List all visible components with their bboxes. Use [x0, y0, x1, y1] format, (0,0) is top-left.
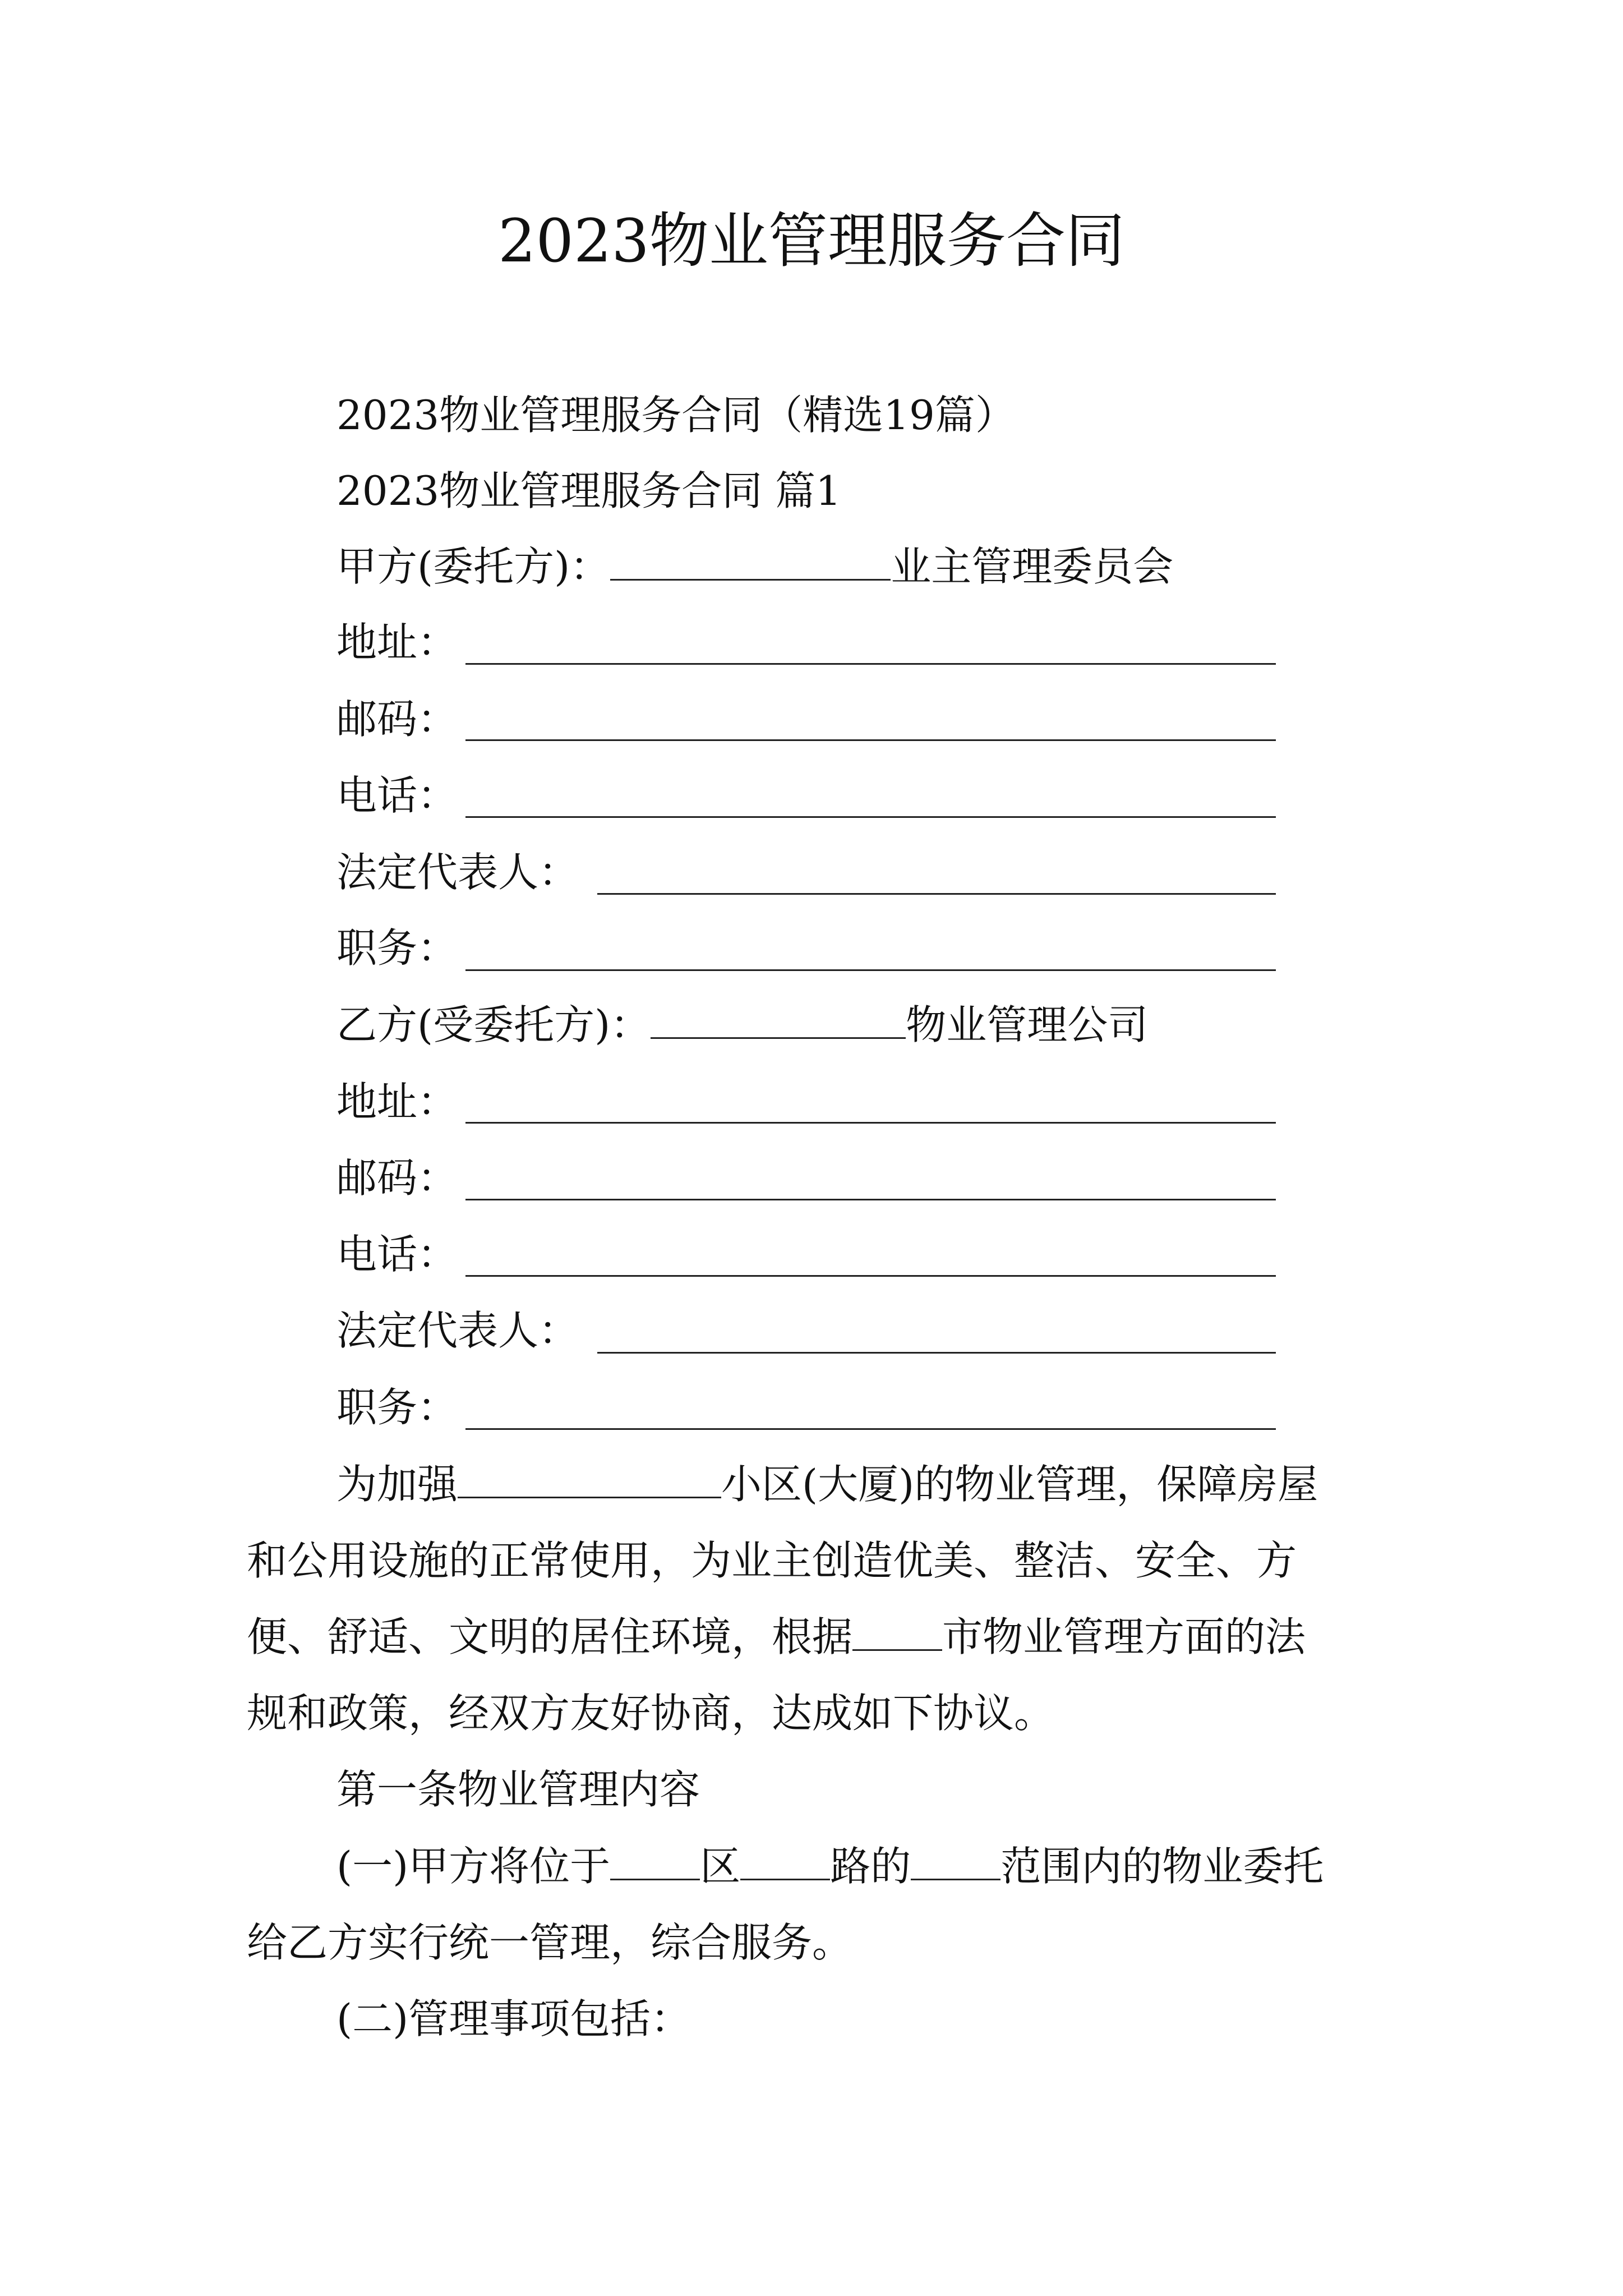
- party-a-suffix: 业主管理委员会: [891, 543, 1174, 590]
- district-blank: [610, 1845, 700, 1880]
- preamble-line-4: 规和政策，经双方友好协商，达成如下协议。: [247, 1690, 1055, 1737]
- party-a-phone-blank: [465, 816, 1276, 818]
- document-title: 2023物业管理服务合同: [498, 206, 1125, 275]
- party-a-line: [336, 539, 1173, 595]
- party-a-representative-blank: [597, 893, 1276, 895]
- preamble-line-2: 和公用设施的正常使用，为业主创造优美、整洁、安全、方: [247, 1537, 1297, 1584]
- item-1-text-b: 区: [700, 1843, 741, 1890]
- party-a-address-blank: [465, 663, 1276, 665]
- party-a-representative-label: 法定代表人：: [336, 849, 579, 896]
- party-b-phone-blank: [465, 1275, 1276, 1277]
- party-b-representative-blank: [597, 1352, 1276, 1354]
- party-a-label: 甲方(委托方)：: [336, 543, 611, 590]
- preamble-text-1b: 小区(大厦)的物业管理，保障房屋: [721, 1461, 1318, 1508]
- party-a-position-label: 职务：: [336, 924, 458, 972]
- scope-blank: [911, 1845, 1000, 1880]
- item-1-text-d: 范围内的物业委托: [1000, 1843, 1324, 1890]
- item-1-line-2: 给乙方实行统一管理，综合服务。: [247, 1919, 853, 1966]
- item-1-text-a: (一)甲方将位于: [336, 1843, 611, 1890]
- party-b-address-blank: [465, 1122, 1276, 1124]
- preamble-text-1a: 为加强: [336, 1461, 458, 1508]
- party-a-postcode-label: 邮码：: [336, 696, 458, 743]
- party-a-address-label: 地址：: [336, 619, 458, 666]
- party-b-address-label: 地址：: [336, 1078, 458, 1125]
- preamble-line-1: [336, 1456, 1318, 1512]
- party-b-line: [336, 997, 1148, 1053]
- party-b-representative-label: 法定代表人：: [336, 1307, 579, 1354]
- party-b-phone-label: 电话：: [336, 1231, 458, 1278]
- party-a-postcode-blank: [465, 739, 1276, 741]
- item-1-line-1: [336, 1838, 1324, 1894]
- party-a-phone-label: 电话：: [336, 772, 458, 819]
- party-b-postcode-blank: [465, 1199, 1276, 1200]
- article-1-heading: 第一条物业管理内容: [336, 1766, 700, 1813]
- city-blank: [852, 1616, 942, 1651]
- party-b-suffix: 物业管理公司: [906, 1001, 1149, 1048]
- party-a-name-blank: [610, 545, 891, 581]
- party-b-label: 乙方(受委托方)：: [336, 1001, 651, 1048]
- document-subtitle: 2023物业管理服务合同（精选19篇）: [336, 392, 1016, 439]
- item-2-line: (二)管理事项包括：: [336, 1995, 691, 2042]
- preamble-text-3b: 市物业管理方面的法: [942, 1613, 1306, 1660]
- item-1-text-c: 路的: [830, 1843, 911, 1890]
- party-b-postcode-label: 邮码：: [336, 1154, 458, 1202]
- road-blank: [740, 1845, 830, 1880]
- preamble-text-3a: 便、舒适、文明的居住环境，根据: [247, 1613, 853, 1660]
- party-b-position-label: 职务：: [336, 1384, 458, 1431]
- party-b-position-blank: [465, 1428, 1276, 1430]
- party-a-position-blank: [465, 969, 1276, 971]
- party-b-name-blank: [651, 1004, 906, 1039]
- section-heading: 2023物业管理服务合同 篇1: [336, 467, 841, 514]
- community-name-blank: [458, 1463, 721, 1498]
- preamble-line-3: [247, 1609, 1306, 1665]
